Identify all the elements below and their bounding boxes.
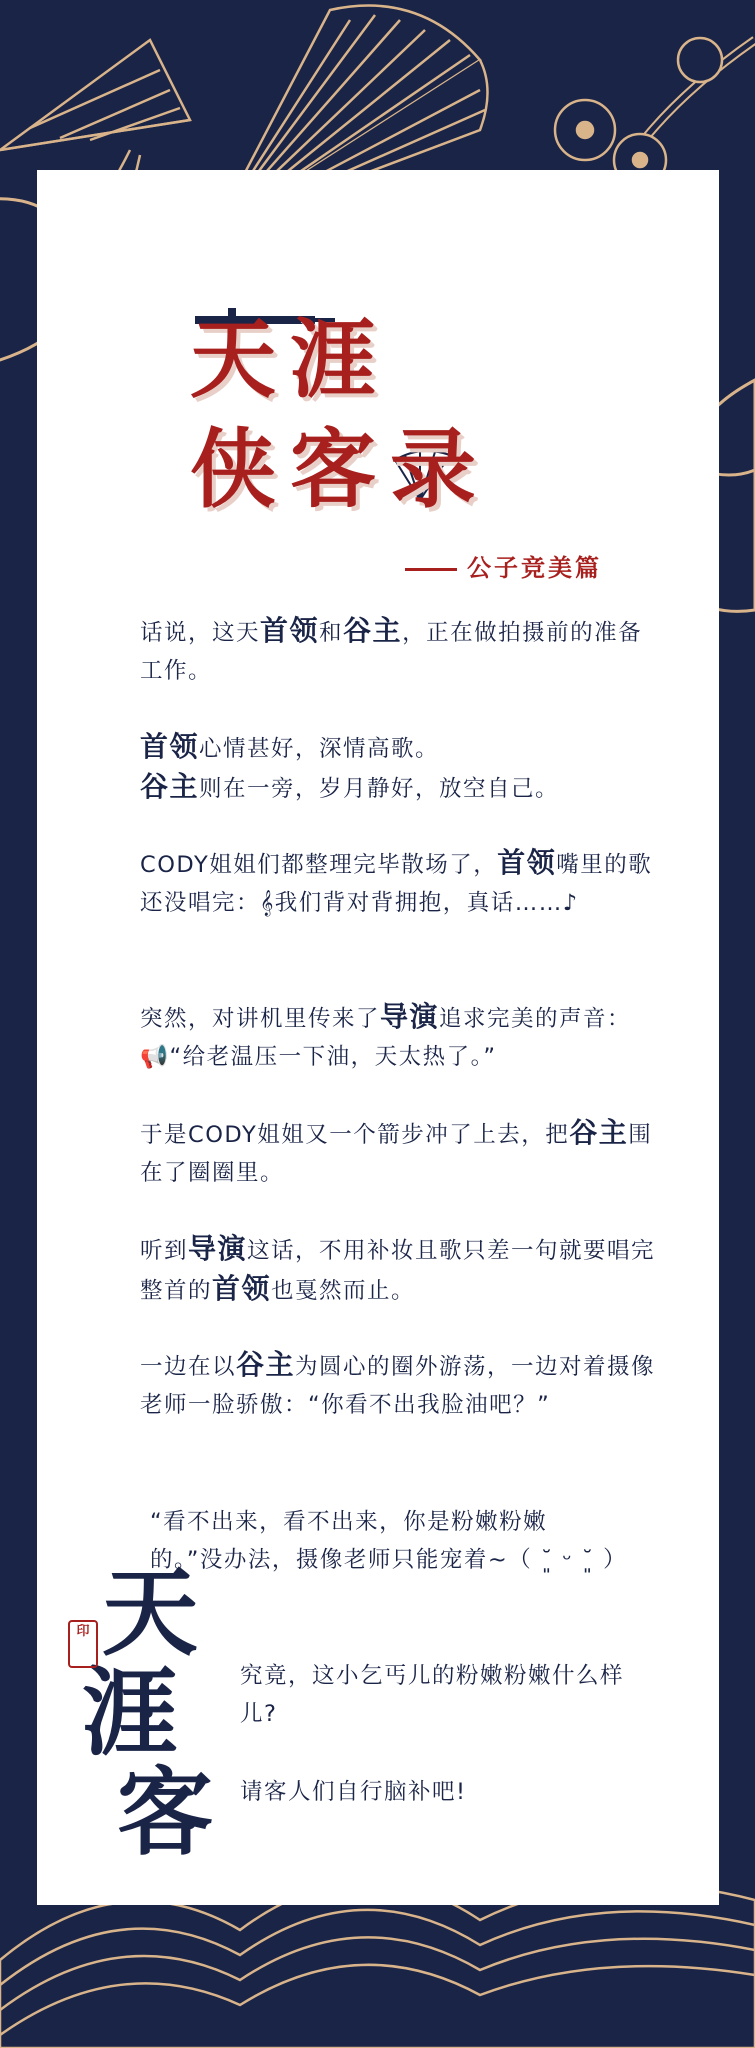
title-line-2: 侠客录 bbox=[190, 420, 490, 520]
paragraph-2: 首领心情甚好，深情高歌。 谷主则在一旁，岁月静好，放空自己。 bbox=[140, 730, 560, 803]
paragraph-3: CODY姐姐们都整理完毕散场了，首领嘴里的歌还没唱完：𝄞我们背对背拥抱，真话……♪ bbox=[140, 846, 653, 916]
calligraphy-char-2: 涯 bbox=[82, 1656, 178, 1769]
subtitle-text: 公子竞美篇 bbox=[467, 554, 602, 582]
seal-stamp: 印 bbox=[68, 1620, 98, 1668]
paragraph-6: 听到导演这话，不用补妆且歌只差一句就要唱完整首的首领也戛然而止。 bbox=[140, 1232, 656, 1305]
paragraph-4: 突然，对讲机里传来了导演追求完美的声音：📢“给老温压一下油，天太热了。” bbox=[140, 1000, 632, 1070]
subtitle bbox=[405, 548, 602, 583]
title-line-1: 天涯 bbox=[190, 310, 390, 410]
paragraph-5: 于是CODY姐姐又一个箭步冲了上去，把谷主围在了圈圈里。 bbox=[140, 1116, 653, 1186]
calligraphy-seal bbox=[62, 1556, 213, 1895]
calligraphy-char-1: 天 bbox=[102, 1556, 198, 1669]
subtitle-dash bbox=[405, 568, 457, 571]
paragraph-8: “看不出来，看不出来，你是粉嫩粉嫩的。”没办法，摄像老师只能宠着~（ ˘͈ ᵕ ˘͈ ） bbox=[150, 1509, 628, 1573]
paragraph-1: 话说，这天首领和谷主，正在做拍摄前的准备工作。 bbox=[140, 614, 643, 684]
calligraphy-char-3: 客 bbox=[117, 1756, 213, 1869]
paragraph-9: 究竟，这小乞丐儿的粉嫩粉嫩什么样儿? bbox=[240, 1663, 625, 1727]
paragraph-7: 一边在以谷主为圆心的圈外游荡，一边对着摄像老师一脸骄傲：“你看不出我脸油吧？” bbox=[140, 1348, 656, 1418]
title-block bbox=[190, 290, 510, 520]
paragraph-10: 请客人们自行脑补吧! bbox=[240, 1779, 467, 1805]
